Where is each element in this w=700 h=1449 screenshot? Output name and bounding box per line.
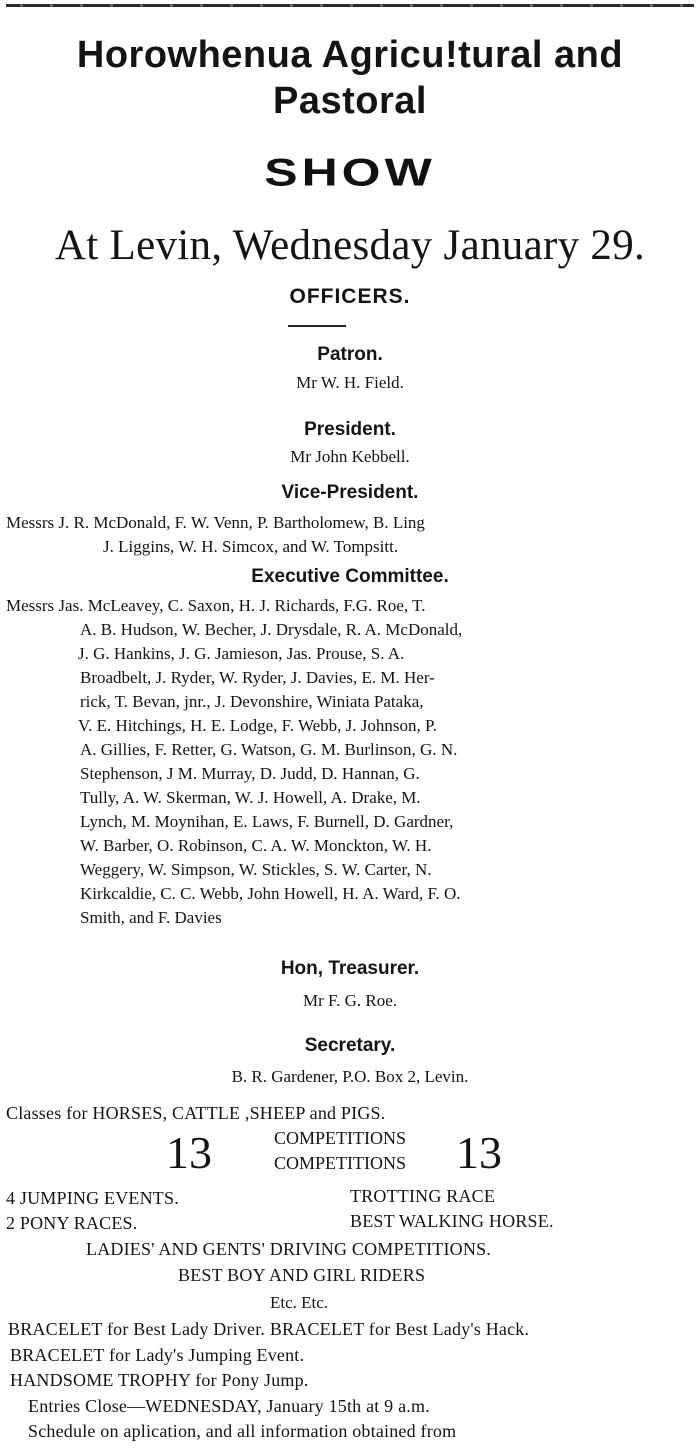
- executive-line: rick, T. Bevan, jnr., J. Devonshire, Winiata Pataka,: [80, 692, 424, 711]
- executive-line: V. E. Hitchings, H. E. Lodge, F. Webb, J. Johnson, P.: [78, 716, 437, 735]
- show-date: At Levin, Wednesday January 29.: [54, 222, 646, 269]
- pony-races: 2 PONY RACES.: [6, 1213, 138, 1233]
- executive-line: Weggery, W. Simpson, W. Stickles, S. W. Carter, N.: [80, 860, 432, 879]
- title-line-2: Pastoral: [273, 80, 427, 122]
- vice-president-role: Vice-President.: [281, 482, 419, 503]
- vice-president-line: Messrs J. R. McDonald, F. W. Venn, P. Bartholomew, B. Ling: [6, 513, 425, 532]
- patron-name: Mr W. H. Field.: [296, 373, 404, 392]
- officers-heading: OFFICERS.: [289, 285, 411, 308]
- secretary-role: Secretary.: [304, 1035, 396, 1056]
- schedule-line: Schedule on aplication, and all information obtained from: [28, 1421, 457, 1441]
- competitions-count-right: 13: [456, 1127, 502, 1178]
- best-walking-horse: BEST WALKING HORSE.: [350, 1211, 554, 1231]
- executive-line: Broadbelt, J. Ryder, W. Ryder, J. Davies, E. M. Her-: [80, 668, 435, 687]
- executive-line: Kirkcaldie, C. C. Webb, John Howell, H. A. Ward, F. O.: [80, 884, 461, 903]
- driving-competitions: LADIES' AND GENTS' DRIVING COMPETITIONS.: [86, 1239, 491, 1259]
- executive-line: Stephenson, J M. Murray, D. Judd, D. Hannan, G.: [80, 764, 420, 783]
- jumping-events: 4 JUMPING EVENTS.: [6, 1188, 179, 1208]
- entries-close: Entries Close—WEDNESDAY, January 15th at 9 a.m.: [28, 1396, 430, 1416]
- competitions-count-left: 13: [166, 1127, 212, 1178]
- title-line-1: Horowhenua Agricu!tural and: [76, 34, 624, 76]
- executive-line: Messrs Jas. McLeavey, C. Saxon, H. J. Richards, F.G. Roe, T.: [6, 596, 426, 615]
- classes-line: Classes for HORSES, CATTLE ,SHEEP and PIGS.: [6, 1103, 386, 1123]
- bracelet-line-1: BRACELET for Best Lady Driver. BRACELET for Best Lady's Hack.: [8, 1319, 530, 1339]
- president-role: President.: [304, 419, 396, 440]
- treasurer-name: Mr F. G. Roe.: [302, 991, 398, 1010]
- executive-line: Tully, A. W. Skerman, W. J. Howell, A. Drake, M.: [80, 788, 421, 807]
- trophy-line: HANDSOME TROPHY for Pony Jump.: [10, 1370, 309, 1390]
- vice-president-line: J. Liggins, W. H. Simcox, and W. Tompsitt.: [103, 537, 399, 556]
- best-riders: BEST BOY AND GIRL RIDERS: [178, 1265, 426, 1285]
- top-border-rule: [6, 4, 694, 7]
- show-banner: SHOW: [264, 150, 436, 194]
- competitions-label-2: COMPETITIONS: [273, 1153, 406, 1173]
- executive-line: A. Gillies, F. Retter, G. Watson, G. M. Burlinson, G. N.: [80, 740, 458, 759]
- president-name: Mr John Kebbell.: [290, 447, 410, 466]
- executive-line: W. Barber, O. Robinson, C. A. W. Monckton, W. H.: [80, 836, 432, 855]
- secretary-name: B. R. Gardener, P.O. Box 2, Levin.: [231, 1067, 469, 1086]
- treasurer-role: Hon, Treasurer.: [280, 958, 420, 979]
- executive-line: A. B. Hudson, W. Becher, J. Drysdale, R. A. McDonald,: [80, 620, 463, 639]
- etc-line: Etc. Etc.: [270, 1293, 329, 1312]
- bracelet-line-2: BRACELET for Lady's Jumping Event.: [10, 1345, 305, 1365]
- executive-line: Lynch, M. Moynihan, E. Laws, F. Burnell, D. Gardner,: [80, 812, 454, 831]
- executive-role: Executive Committee.: [251, 566, 449, 587]
- executive-line: Smith, and F. Davies: [80, 908, 222, 927]
- divider-rule: [288, 325, 346, 327]
- patron-role: Patron.: [317, 344, 383, 365]
- trotting-race: TROTTING RACE: [350, 1186, 496, 1206]
- executive-line: J. G. Hankins, J. G. Jamieson, Jas. Prouse, S. A.: [78, 644, 405, 663]
- competitions-label-1: COMPETITIONS: [273, 1128, 406, 1148]
